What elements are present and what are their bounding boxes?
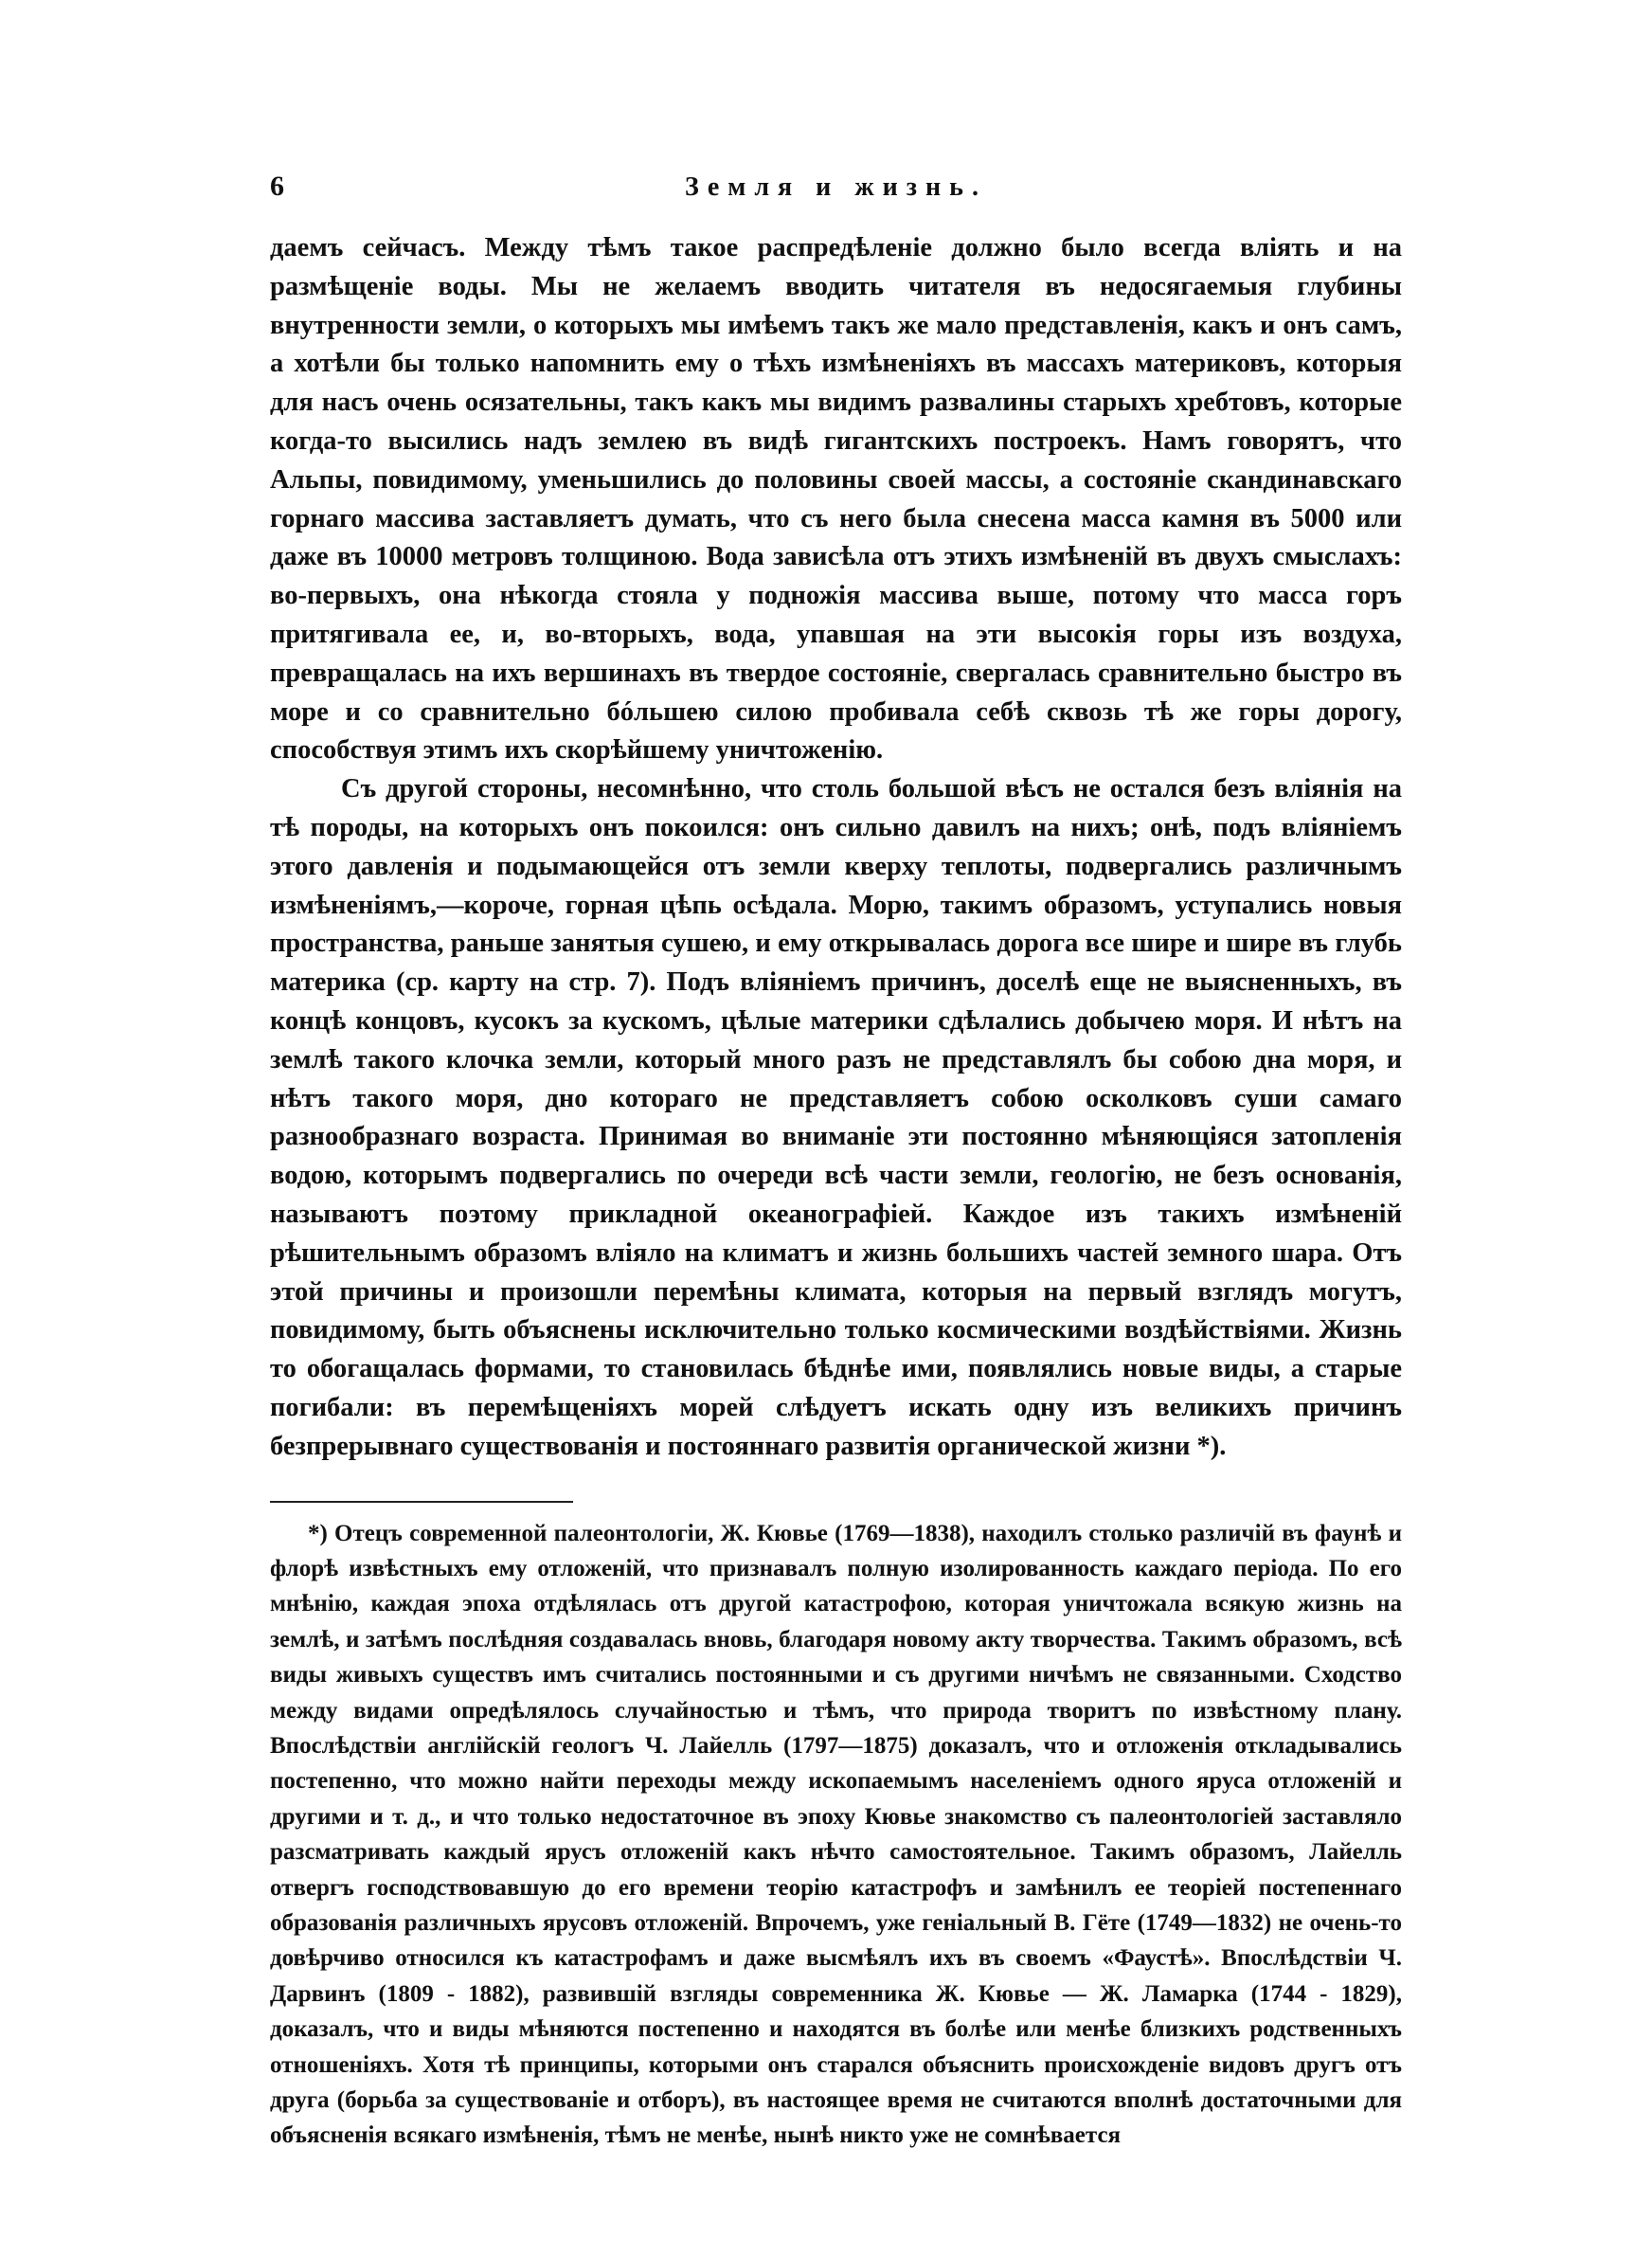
book-page [270, 171, 1402, 2154]
main-text [270, 229, 1402, 1467]
running-head [270, 171, 1402, 212]
paragraph-1: даемъ сейчасъ. Между тѣмъ такое распредѣленіе должно было всегда вліять и на размѣщеніе воды. Мы не желаемъ вводить читателя въ недосягаемыя глубины внутренности земли, о которыхъ мы имѣемъ такъ же мало представленія, какъ и онъ самъ, а хотѣли бы только напомнить ему о тѣхъ измѣненіяхъ въ массахъ материковъ, которыя для насъ очень осязательны, такъ какъ мы видимъ развалины старыхъ хребтовъ, которые когда-то высились надъ землею въ видѣ гигантскихъ построекъ. Намъ говорятъ, что Альпы, повидимому, уменьшились до половины своей массы, а состояніе скандинавскаго горнаго массива заставляетъ думать, что съ него была снесена масса камня въ 5000 или даже въ 10000 метровъ толщиною. Вода зависѣла отъ этихъ измѣненій въ двухъ смыслахъ: во-первыхъ, она нѣкогда стояла у подножія массива выше, потому что масса горъ притягивала ее, и, во-вторыхъ, вода, упавшая на эти высокія горы изъ воздуха, превращалась на ихъ вершинахъ въ твердое состояніе, свергалась сравнительно быстро въ море и со сравнительно бóльшею силою пробивала себѣ сквозь тѣ же горы дорогу, способствуя этимъ ихъ скорѣйшему уничтоженію. [270, 233, 1402, 766]
paragraph-2: Съ другой стороны, несомнѣнно, что столь большой вѣсъ не остался безъ вліянія на тѣ породы, на которыхъ онъ покоился: онъ сильно давилъ на нихъ; онѣ, подъ вліяніемъ этого давленія и подымающейся отъ земли кверху теплоты, подвергались различнымъ измѣненіямъ,—короче, горная цѣпь осѣдала. Морю, такимъ образомъ, уступались новыя пространства, раньше занятыя сушею, и ему открывалась дорога все шире и шире въ глубь материка (ср. карту на стр. 7). Подъ вліяніемъ причинъ, доселѣ еще не выясненныхъ, въ концѣ концовъ, кусокъ за кускомъ, цѣлые материки сдѣлались добычею моря. И нѣтъ на землѣ такого клочка земли, который много разъ не представлялъ бы собою дна моря, и нѣтъ такого моря, дно котораго не представляетъ собою осколковъ суши самаго разнообразнаго возраста. Принимая во вниманіе эти постоянно мѣняющіяся затопленія водою, которымъ подвергались по очереди всѣ части земли, геологію, не безъ основанія, называютъ поэтому прикладной океанографіей. Каждое изъ такихъ измѣненій рѣшительнымъ образомъ вліяло на климатъ и жизнь большихъ частей земного шара. Отъ этой причины и произошли перемѣны климата, которыя на первый взглядъ могутъ, повидимому, быть объяснены исключительно только космическими воздѣйствіями. Жизнь то обогащалась формами, то становилась бѣднѣе ими, появлялись новые виды, а старые погибали: въ перемѣщеніяхъ морей слѣдуетъ искать одну изъ великихъ причинъ безпрерывнаго существованія и постояннаго развитія органической жизни *). [270, 774, 1402, 1461]
running-title: Земля и жизнь. [685, 172, 987, 202]
footnote-text: *) Отецъ современной палеонтологіи, Ж. Кювье (1769—1838), находилъ столько различій въ фаунѣ и флорѣ извѣстныхъ ему отложеній, что признавалъ полную изолированность каждаго періода. По его мнѣнію, каждая эпоха отдѣлялась отъ другой катастрофою, которая уничтожала всякую жизнь на землѣ, и затѣмъ послѣдняя создавалась вновь, благодаря новому акту творчества. Такимъ образомъ, всѣ виды живыхъ существъ имъ считались постоянными и съ другими ничѣмъ не связанными. Сходство между видами опредѣлялось случайностью и тѣмъ, что природа творитъ по извѣстному плану. Впослѣдствіи англійскій геологъ Ч. Лайелль (1797—1875) доказалъ, что и отложенія откладывались постепенно, что можно найти переходы между ископаемымъ населеніемъ одного яруса отложеній и другими и т. д., и что только недостаточное въ эпоху Кювье знакомство съ палеонтологіей заставляло разсматривать каждый ярусъ отложеній какъ нѣчто самостоятельное. Такимъ образомъ, Лайелль отвергъ господствовавшую до его времени теорію катастрофъ и замѣнилъ ее теоріей постепеннаго образованія различныхъ ярусовъ отложеній. Впрочемъ, уже геніальный В. Гёте (1749—1832) не очень-то довѣрчиво относился къ катастрофамъ и даже высмѣялъ ихъ въ своемъ «Фаустѣ». Впослѣдствіи Ч. Дарвинъ (1809 - 1882), развившій взгляды современника Ж. Кювье — Ж. Ламарка (1744 - 1829), доказалъ, что и виды мѣняются постепенно и находятся въ болѣе или менѣе близкихъ родственныхъ отношеніяхъ. Хотя тѣ принципы, которыми онъ старался объяснить происхожденіе видовъ другъ отъ друга (борьба за существованіе и отборъ), въ настоящее время не считаются вполнѣ достаточными для объясненія всякаго измѣненія, тѣмъ не менѣе, нынѣ никто уже не сомнѣвается [270, 1520, 1402, 2149]
footnote-separator [270, 1501, 573, 1503]
page-number: 6 [270, 171, 284, 202]
footnote [270, 1516, 1402, 2154]
